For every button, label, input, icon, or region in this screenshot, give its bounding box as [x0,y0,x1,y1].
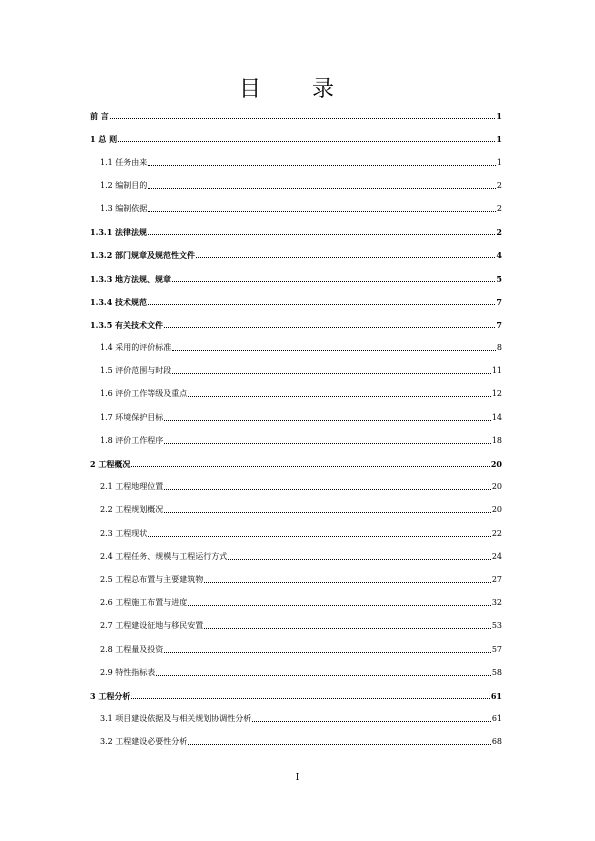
toc-entry-page: 1 [496,134,502,145]
toc-leader-dots [164,326,495,328]
toc-entry-page: 2 [496,227,502,238]
toc-entry-label: 2.6 工程施工布置与进度 [100,598,188,608]
toc-entry[interactable] [90,614,502,637]
toc-leader-dots [156,674,491,676]
toc-leader-dots [148,535,491,537]
toc-entry-label: 1.7 环境保护目标 [100,412,164,422]
toc-entry-label: 2.3 工程现状 [100,528,148,538]
toc-entry-page: 68 [491,737,502,747]
toc-entry-page: 22 [491,528,502,538]
toc-entry-label: 2 工程概况 [90,459,131,469]
toc-leader-dots [172,349,496,351]
toc-leader-dots [204,581,491,583]
toc-entry-page: 2 [496,203,502,213]
toc-entry[interactable] [90,104,502,127]
toc-entry[interactable] [90,730,502,753]
toc-leader-dots [188,743,491,745]
toc-leader-dots [188,604,491,606]
toc-leader-dots [148,164,496,166]
toc-entry-label: 1.2 编制目的 [100,180,148,190]
toc-entry-label: 2.4 工程任务、规模与工程运行方式 [100,551,228,561]
toc-entry[interactable] [90,313,502,336]
toc-entry-page: 4 [496,250,502,261]
toc-leader-dots [228,558,491,560]
toc-leader-dots [110,117,496,119]
toc-entry[interactable] [90,684,502,707]
toc-entry[interactable] [90,707,502,730]
toc-entry[interactable] [90,429,502,452]
toc-leader-dots [164,442,491,444]
toc-entry-page: 61 [490,690,502,701]
toc-entry[interactable] [90,661,502,684]
toc-entry-page: 11 [491,366,502,376]
toc-entry[interactable] [90,220,502,243]
toc-entry-page: 12 [491,389,502,399]
toc-entry[interactable] [90,266,502,289]
toc-entry-label: 3 工程分析 [90,690,131,701]
toc-entry-page: 24 [491,551,502,561]
toc-entry-page: 58 [491,667,502,677]
toc-entry-page: 27 [491,574,502,584]
toc-entry-label: 1.5 评价范围与时段 [100,366,172,376]
toc-entry-page: 5 [496,273,502,284]
toc-entry[interactable] [90,174,502,197]
toc-entry-page: 1 [496,111,502,122]
toc-leader-dots [164,419,491,421]
toc-entry-label: 3.1 项目建设依据及与相关规划协调性分析 [100,714,252,724]
toc-entry[interactable] [90,545,502,568]
toc-entry-label: 2.8 工程量及投资 [100,644,164,654]
toc-entry-page: 20 [491,482,502,492]
toc-entry-label: 1.3.3 地方法规、规章 [90,273,172,284]
toc-leader-dots [118,140,495,142]
toc-entry-label: 1.3.5 有关技术文件 [90,319,164,330]
toc-entry[interactable] [90,382,502,405]
toc-entry-page: 32 [491,598,502,608]
toc-leader-dots [148,187,496,189]
toc-entry[interactable] [90,127,502,150]
toc-leader-dots [252,720,491,722]
toc-entry-page: 57 [491,644,502,654]
toc-entry[interactable] [90,243,502,266]
toc-entry-label: 1.3.1 法律法规 [90,227,148,238]
toc-entry-label: 1.3 编制依据 [100,203,148,213]
toc-leader-dots [196,256,495,258]
toc-entry-label: 1.4 采用的评价标准 [100,343,172,353]
toc-entry-page: 8 [496,343,502,353]
toc-entry-label: 1.6 评价工作等级及重点 [100,389,188,399]
toc-entry[interactable] [90,197,502,220]
toc-leader-dots [164,511,491,513]
toc-entry[interactable] [90,475,502,498]
toc-leader-dots [188,395,491,397]
toc-leader-dots [204,627,491,629]
toc-leader-dots [131,465,490,467]
toc-entry-label: 3.2 工程建设必要性分析 [100,737,188,747]
toc-leader-dots [164,651,491,653]
toc-entry[interactable] [90,498,502,521]
toc-entry[interactable] [90,359,502,382]
toc-leader-dots [148,210,496,212]
toc-entry-label: 2.9 特性指标表 [100,667,156,677]
toc-entry-page: 7 [496,296,502,307]
table-of-contents [90,104,502,753]
toc-entry-label: 2.5 工程总布置与主要建筑物 [100,574,204,584]
toc-entry-page: 2 [496,180,502,190]
toc-entry-page: 53 [491,621,502,631]
toc-entry-page: 61 [491,714,502,724]
toc-entry-label: 1.3.4 技术规范 [90,296,148,307]
page-title: 目 录 [239,77,356,102]
toc-entry[interactable] [90,591,502,614]
toc-leader-dots [172,372,491,374]
toc-leader-dots [172,280,495,282]
toc-entry-page: 18 [491,435,502,445]
toc-entry[interactable] [90,150,502,173]
toc-entry-page: 1 [496,157,502,167]
page-number: I [295,773,300,783]
toc-entry-label: 1 总 则 [90,134,118,145]
toc-entry[interactable] [90,521,502,544]
toc-leader-dots [148,303,495,305]
toc-entry-page: 7 [496,319,502,330]
toc-entry[interactable] [90,452,502,475]
toc-entry-label: 前 言 [90,111,109,122]
toc-entry-page: 20 [490,459,502,469]
toc-entry[interactable] [90,568,502,591]
toc-entry-label: 1.3.2 部门规章及规范性文件 [90,250,196,261]
toc-entry[interactable] [90,405,502,428]
toc-entry-page: 20 [491,505,502,515]
toc-leader-dots [164,488,491,490]
toc-entry-label: 1.1 任务由来 [100,157,148,167]
toc-entry[interactable] [90,336,502,359]
toc-entry-label: 2.1 工程地理位置 [100,482,164,492]
toc-entry-page: 14 [491,412,502,422]
toc-entry[interactable] [90,637,502,660]
toc-entry-label: 1.8 评价工作程序 [100,435,164,445]
toc-leader-dots [131,697,490,699]
toc-entry-label: 2.7 工程建设征地与移民安置 [100,621,204,631]
toc-leader-dots [148,233,495,235]
toc-entry[interactable] [90,290,502,313]
toc-entry-label: 2.2 工程规划概况 [100,505,164,515]
